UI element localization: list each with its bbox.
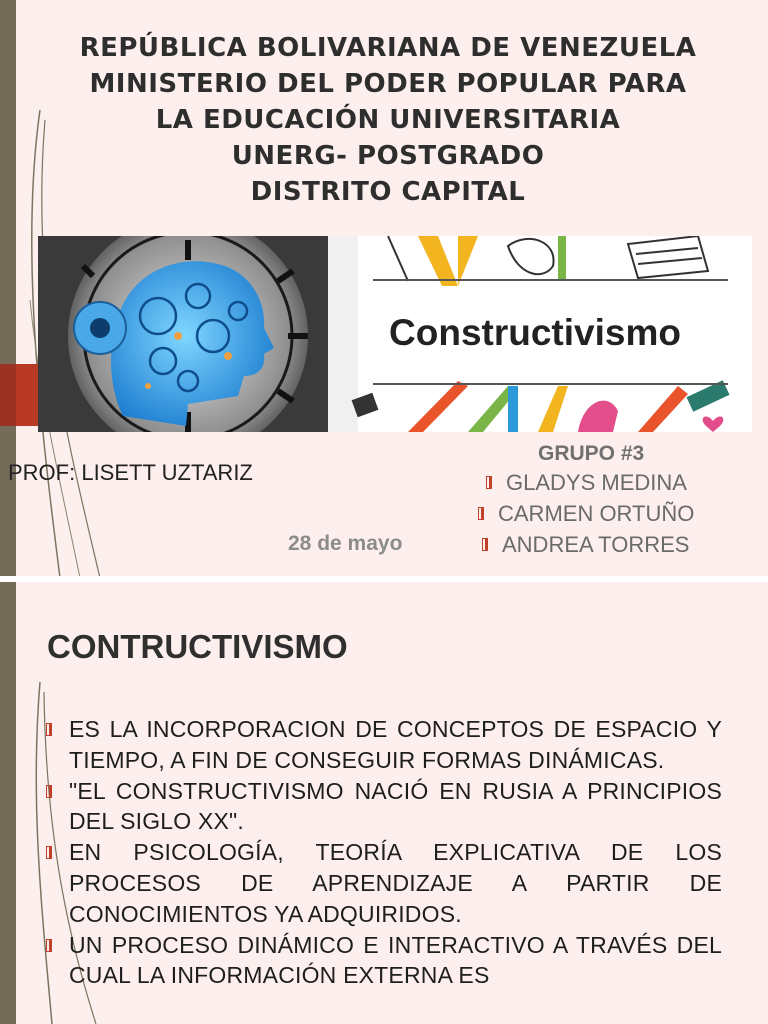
group-members-list: [478, 470, 694, 563]
header-line: DISTRITO CAPITAL: [250, 177, 526, 207]
list-item: [46, 776, 722, 838]
header-line: LA EDUCACIÓN UNIVERSITARIA: [155, 105, 621, 135]
group-title: GRUPO #3: [538, 442, 645, 465]
bullet-icon: [46, 846, 52, 859]
point-text: EN PSICOLOGÍA, TEORÍA EXPLICATIVA DE LOS PROCESOS DE APRENDIZAJE A PARTIR DE CONOCIMIENTOS YA ADQUIRIDOS.: [69, 839, 722, 927]
member-name: ANDREA TORRES: [502, 532, 690, 557]
header-line: REPÚBLICA BOLIVARIANA DE VENEZUELA: [79, 33, 697, 63]
point-text: "EL CONSTRUCTIVISMO NACIÓ EN RUSIA A PRINCIPIOS DEL SIGLO XX".: [69, 777, 722, 835]
professor-name: PROF: LISETT UZTARIZ: [8, 460, 253, 485]
slide-title: CONTRUCTIVISMO: [47, 628, 348, 665]
bullet-icon: [46, 723, 52, 736]
header-line: UNERG- POSTGRADO: [231, 141, 545, 171]
member-name: GLADYS MEDINA: [506, 470, 687, 495]
banner-title: Constructivismo: [389, 312, 681, 353]
header-line: MINISTERIO DEL PODER POPULAR PARA: [89, 69, 687, 99]
list-item: [46, 714, 722, 776]
point-text: UN PROCESO DINÁMICO E INTERACTIVO A TRAVÉS DEL CUAL LA INFORMACIÓN EXTERNA ES: [69, 931, 722, 989]
hero-banner: [38, 236, 752, 432]
definition-list: [46, 714, 722, 991]
presentation-date: 28 de mayo: [288, 532, 403, 555]
bullet-icon: [486, 476, 492, 489]
list-item: [46, 930, 722, 992]
bullet-icon: [46, 785, 52, 798]
member-name: CARMEN ORTUÑO: [498, 501, 695, 526]
institution-header: [20, 30, 756, 210]
list-item: [46, 837, 722, 929]
list-item: [478, 470, 694, 501]
list-item: [478, 501, 694, 532]
bullet-icon: [482, 538, 488, 551]
bullet-icon: [478, 507, 484, 520]
accent-block-dark: [0, 364, 16, 426]
list-item: [478, 532, 694, 563]
bullet-icon: [46, 939, 52, 952]
content-slide: [0, 582, 768, 1024]
point-text: ES LA INCORPORACION DE CONCEPTOS DE ESPACIO Y TIEMPO, A FIN DE CONSEGUIR FORMAS DINÁMICAS.: [69, 716, 722, 773]
